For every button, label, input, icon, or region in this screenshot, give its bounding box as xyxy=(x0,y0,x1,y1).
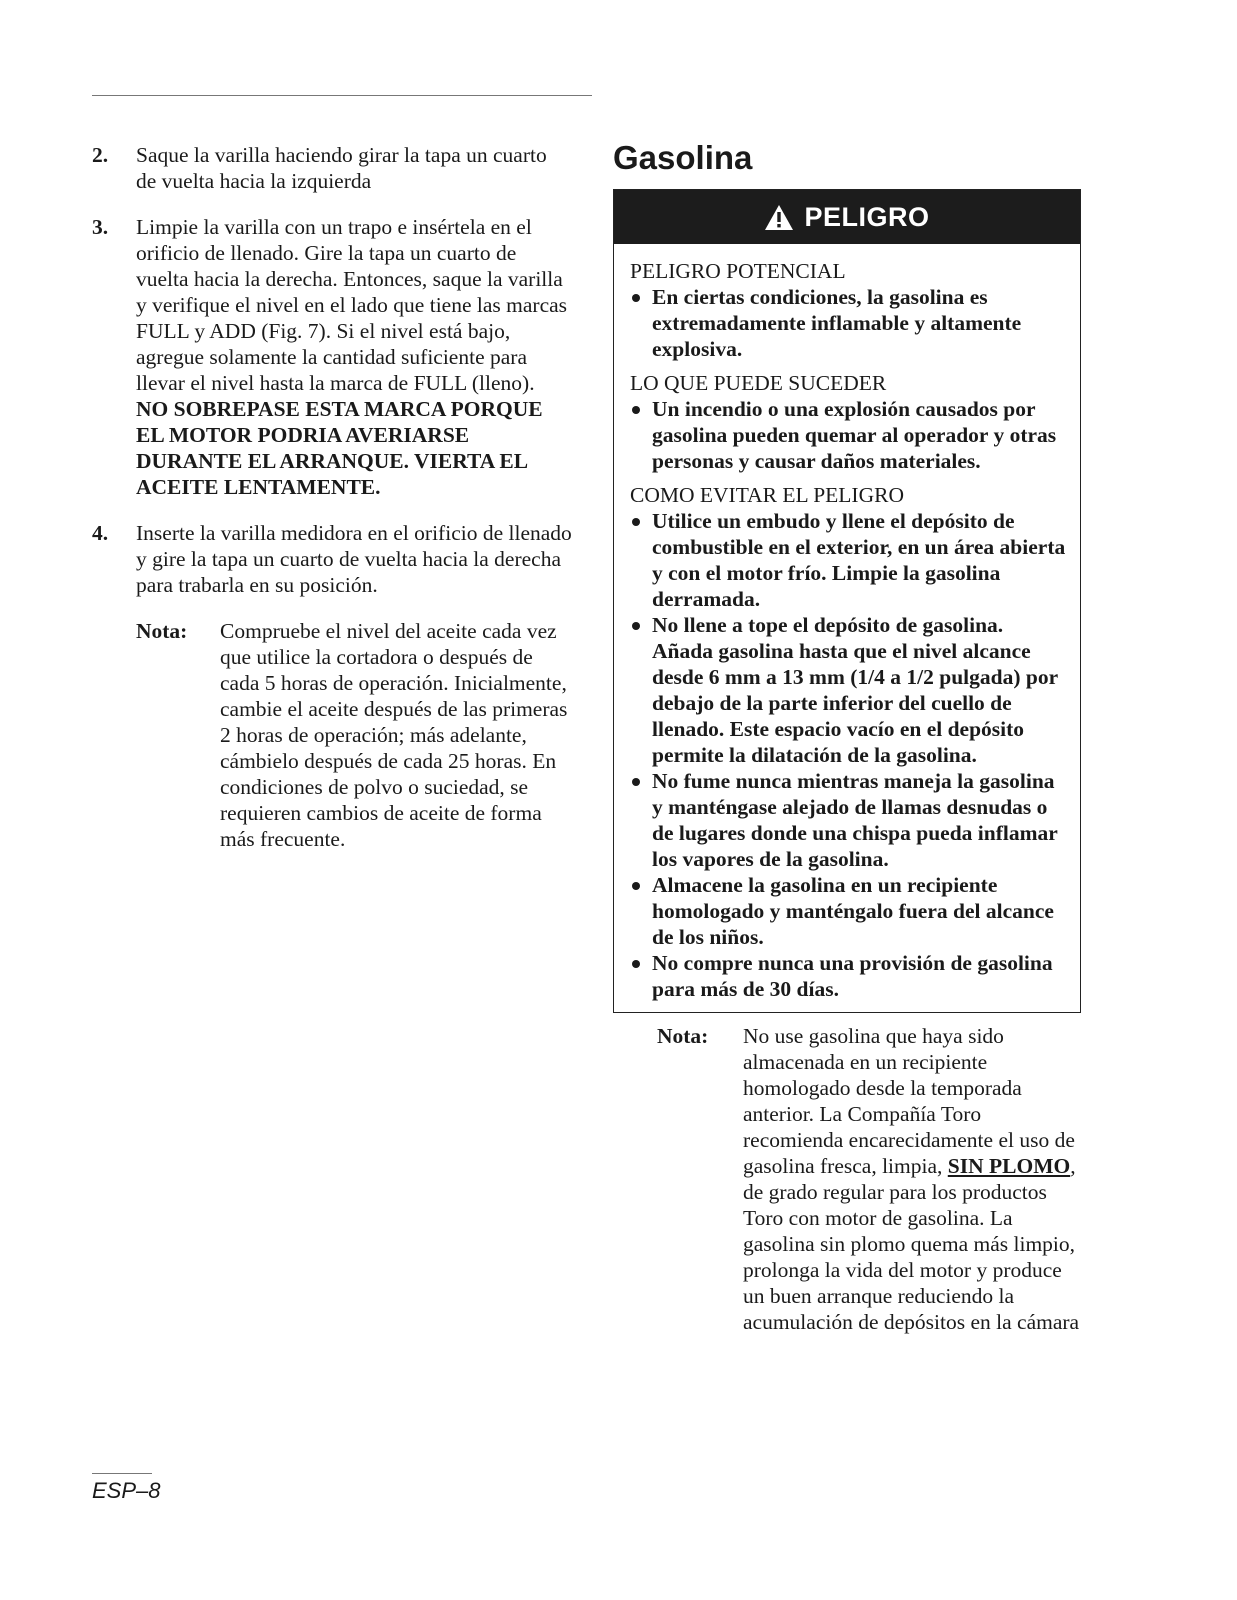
note-text-before: No use gasolina que haya sido almacenada en un recipiente homologado desde la temporada anterior. La Compañía Toro recomienda encarecidamente el uso de gasolina fresca, limpia, xyxy=(743,1024,1075,1178)
note-text-after: , de grado regular para los productos Toro con motor de gasolina. La gasolina sin plomo quema más limpio, prolonga la vida del motor y produce un buen arranque reduciendo la acumulación de depósitos en la cámara xyxy=(743,1154,1080,1334)
page-number: ESP–8 xyxy=(92,1478,161,1503)
section-title: Gasolina xyxy=(613,139,753,176)
danger-list-potential xyxy=(630,284,1068,362)
step-text-bold-warning: NO SOBREPASE ESTA MARCA PORQUE EL MOTOR PODRIA AVERIARSE DURANTE EL ARRANQUE. VIERTA EL ACEITE LENTAMENTE. xyxy=(136,397,543,499)
step-text: Saque la varilla haciendo girar la tapa un cuarto de vuelta hacia la izquierda xyxy=(136,143,547,193)
step-number: 4. xyxy=(92,521,109,545)
bottom-rule xyxy=(92,1473,152,1474)
step-number: 2. xyxy=(92,143,109,167)
danger-item: No fume nunca mientras maneja la gasolina y manténgase alejado de llamas desnudas o de lugares donde una chispa pueda inflamar los vapores de la gasolina. xyxy=(630,768,1068,872)
step-2 xyxy=(92,142,572,194)
warning-triangle-icon xyxy=(764,204,794,231)
step-text: Inserte la varilla medidora en el orificio de llenado y gire la tapa un cuarto de vuelta hacia la derecha para trabarla en su posición. xyxy=(136,521,572,597)
note-text xyxy=(743,1023,1083,1335)
fuel-note xyxy=(657,1023,1083,1335)
danger-heading-consequence: LO QUE PUEDE SUCEDER xyxy=(630,371,887,395)
step-4 xyxy=(92,520,572,598)
danger-item: Utilice un embudo y llene el depósito de combustible en el exterior, en un área abierta y con el motor frío. Limpie la gasolina derramada. xyxy=(630,508,1068,612)
note-label: Nota: xyxy=(657,1024,709,1048)
step-text-regular: Limpie la varilla con un trapo e insértela en el orificio de llenado. Gire la tapa un cuarto de vuelta hacia la derecha. Entonces, saque la varilla y verifique el nivel en el lado que tiene las marcas FULL y ADD (Fig. 7). Si el nivel está bajo, agregue solamente la cantidad suficiente para llevar el nivel hasta la marca de FULL (lleno). xyxy=(136,215,568,395)
note-label: Nota: xyxy=(136,619,188,643)
step-number: 3. xyxy=(92,215,109,239)
danger-body xyxy=(614,244,1080,1012)
danger-heading-potential: PELIGRO POTENCIAL xyxy=(630,259,846,283)
danger-list-avoid xyxy=(630,508,1068,1002)
danger-header xyxy=(614,190,1080,244)
danger-heading-avoid: COMO EVITAR EL PELIGRO xyxy=(630,483,904,507)
danger-item: No compre nunca una provisión de gasolina para más de 30 días. xyxy=(630,950,1068,1002)
danger-item: Un incendio o una explosión causados por gasolina pueden quemar al operador y otras personas y causar daños materiales. xyxy=(630,396,1068,474)
danger-list-consequence xyxy=(630,396,1068,474)
oil-note xyxy=(136,618,572,852)
right-column xyxy=(613,140,1083,1335)
step-3 xyxy=(92,214,572,500)
note-text: Compruebe el nivel del aceite cada vez que utilice la cortadora o después de cada 5 horas de operación. Inicialmente, cambie el aceite después de las primeras 2 horas de operación; más adelante, cámbielo después de cada 25 horas. En condiciones de polvo o suciedad, se requieren cambios de aceite de forma más frecuente. xyxy=(220,619,568,851)
step-text xyxy=(136,214,572,500)
note-text-underlined: SIN PLOMO xyxy=(947,1154,1071,1178)
danger-item: Almacene la gasolina en un recipiente homologado y manténgalo fuera del alcance de los niños. xyxy=(630,872,1068,950)
top-rule xyxy=(92,95,592,96)
left-column xyxy=(92,142,572,852)
danger-header-text: PELIGRO xyxy=(804,201,930,232)
danger-item: No llene a tope el depósito de gasolina. Añada gasolina hasta que el nivel alcance desde 6 mm a 13 mm (1/4 a 1/2 pulgada) por debajo de la parte inferior del cuello de llenado. Este espacio vacío en el depósito permite la dilatación de la gasolina. xyxy=(630,612,1068,768)
danger-box xyxy=(613,189,1081,1013)
danger-item: En ciertas condiciones, la gasolina es extremadamente inflamable y altamente explosiva. xyxy=(630,284,1068,362)
